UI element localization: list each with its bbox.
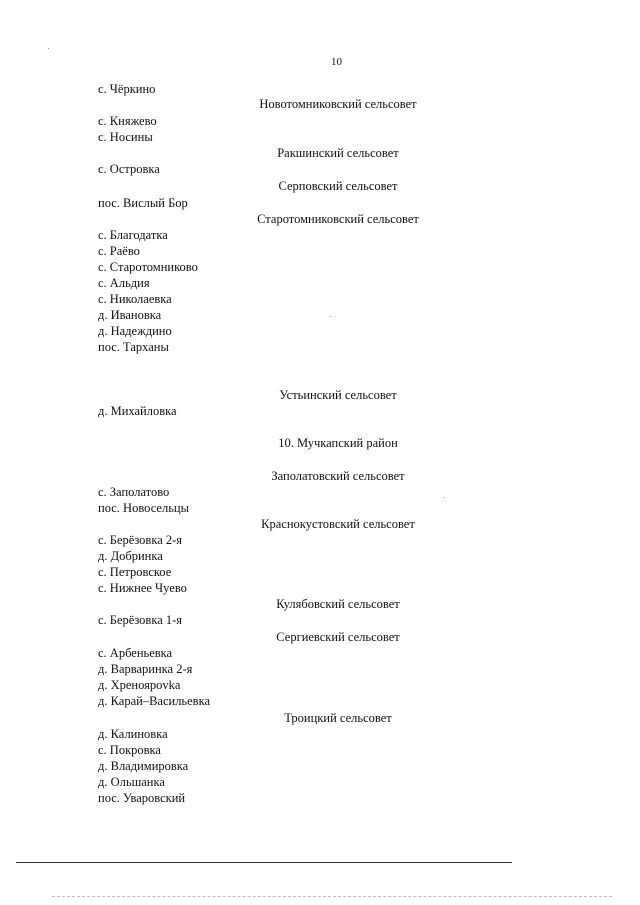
list-item: с. Чёркино [98,82,156,96]
list-item: с. Старотомниково [98,260,198,274]
list-item: с. Альдия [98,276,150,290]
list-item: с. Благодатка [98,228,168,242]
list-item: д. Карай–Васильевка [98,694,211,708]
list-item: пос. Тарханы [98,340,169,354]
scan-speck [48,48,49,49]
section-heading: Новотомниковский сельсовет [259,97,417,111]
section-heading: Сергиевский сельсовет [276,630,400,644]
list-item: д. Калиновка [98,727,168,741]
list-item: д. Михайловка [98,404,177,418]
list-item: с. Заполатово [98,485,170,499]
section-heading: Заполатовский сельсовет [271,469,405,483]
list-item: д. Варваринка 2-я [98,662,193,676]
list-item: пос. Новосельцы [98,501,189,515]
list-item: с. Николаевка [98,292,172,306]
scan-edge-line [52,896,612,897]
section-heading: Серповский сельсовет [278,179,398,193]
list-item: д. Владимировка [98,759,189,773]
list-item: с. Покровка [98,743,161,757]
section-heading: Ракшинский сельсовет [277,146,399,160]
page-number: 10 [331,56,342,68]
list-item: д. Хреноярovka [98,678,181,692]
section-heading: Троицкий сельсовет [284,711,392,725]
list-item: с. Арбеньевка [98,646,173,660]
list-item: с. Нижнее Чуево [98,581,187,595]
bottom-rule [16,862,512,863]
list-item: с. Берёзовка 2-я [98,533,183,547]
list-item: с. Петровское [98,565,172,579]
list-item: пос. Уваровский [98,791,186,805]
list-item: с. Островка [98,162,160,176]
list-item: д. Надеждино [98,324,172,338]
list-item: с. Берёзовка 1-я [98,613,183,627]
scan-speck [330,316,331,317]
list-item: д. Ольшанка [98,775,165,789]
section-heading: Старотомниковский сельсовет [257,212,419,226]
list-item: с. Раёво [98,244,140,258]
section-heading: Кулябовский сельсовет [276,597,400,611]
district-heading: 10. Мучкапский район [278,436,398,450]
section-heading: Краснокустовский сельсовет [261,517,415,531]
list-item: с. Носины [98,130,153,144]
list-item: д. Добринка [98,549,163,563]
section-heading: Устьинский сельсовет [279,388,397,402]
list-item: пос. Вислый Бор [98,196,188,210]
list-item: д. Ивановка [98,308,162,322]
scan-speck [443,497,444,498]
list-item: с. Княжево [98,114,157,128]
